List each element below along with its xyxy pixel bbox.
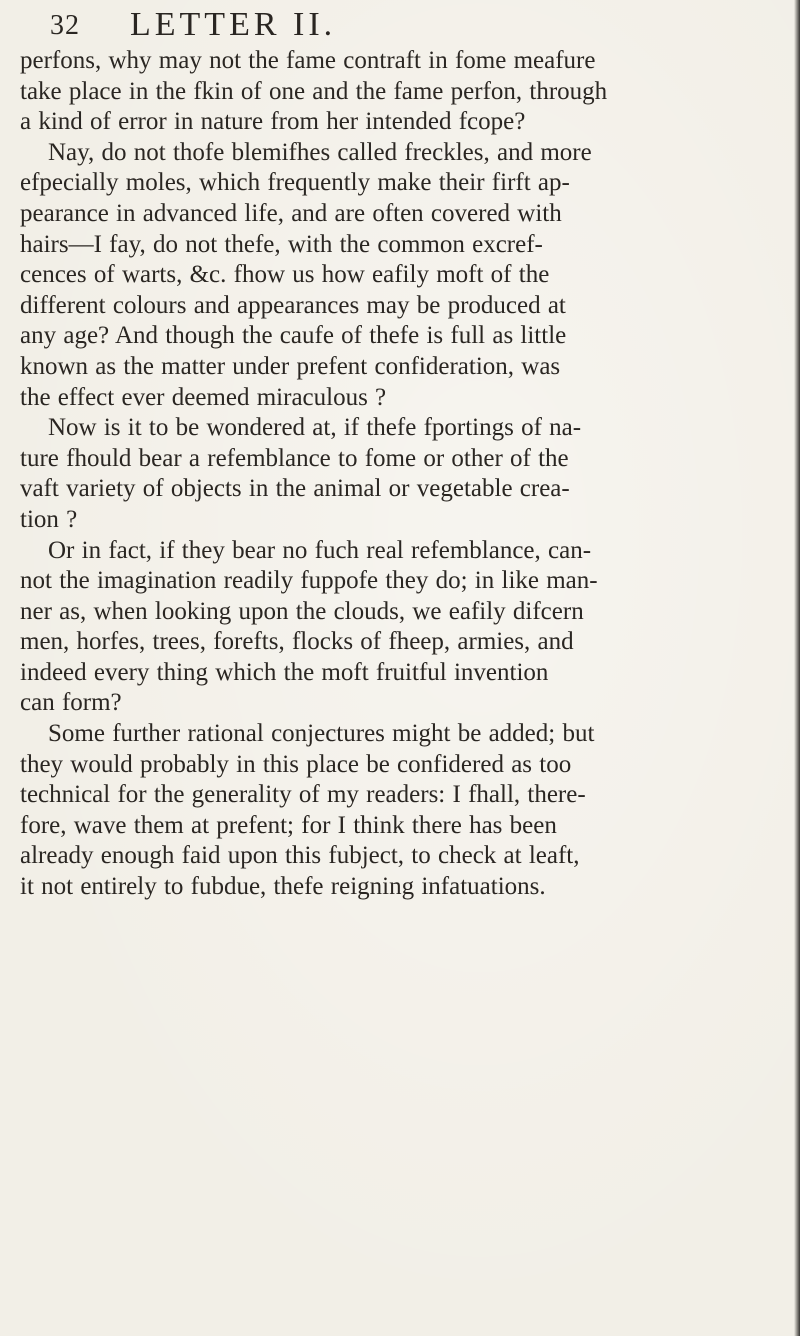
text-line: perfons, why may not the fame contraft in fome meafure (20, 47, 596, 74)
text-line: they would probably in this place be confidered as too (20, 750, 572, 778)
text-line: ture fhould bear a refemblance to fome or other of the (20, 444, 569, 472)
text-line: pearance in advanced life, and are often covered with (20, 199, 562, 227)
text-line: not the imagination readily fuppofe they do; in like man- (20, 567, 598, 595)
text-line: indeed every thing which the moft fruitful invention (20, 658, 549, 686)
text-line: it not entirely to fubdue, thefe reigning infatuations. (20, 873, 546, 901)
text-line: Some further rational conjectures might be added; but (48, 720, 595, 748)
text-line: ner as, when looking upon the clouds, we eafily difcern (20, 597, 584, 625)
running-head: LETTER II. (130, 6, 337, 43)
text-line: different colours and appearances may be produced at (20, 291, 566, 319)
text-line: take place in the fkin of one and the fame perfon, through (20, 77, 608, 105)
text-line: fore, wave them at prefent; for I think there has been (20, 811, 557, 839)
text-line: any age? And though the caufe of thefe is full as little (20, 322, 567, 350)
text-line: known as the matter under prefent confideration, was (20, 352, 561, 380)
text-line: cences of warts, &c. fhow us how eafily moft of the (20, 261, 550, 289)
text-line: already enough faid upon this fubject, to check at leaft, (20, 842, 580, 870)
text-line: Or in fact, if they bear no fuch real refemblance, can- (48, 536, 592, 564)
text-line: a kind of error in nature from her intended fcope? (20, 108, 526, 136)
page-edge-shadow (794, 0, 800, 1336)
page-header (20, 6, 780, 46)
body-text (0, 46, 790, 903)
page-number: 32 (50, 10, 80, 41)
text-line: can form? (20, 689, 122, 717)
text-line: efpecially moles, which frequently make their firft ap- (20, 169, 570, 197)
text-line: vaft variety of objects in the animal or vegetable crea- (20, 475, 570, 503)
text-line: Now is it to be wondered at, if thefe fportings of na- (48, 414, 582, 442)
text-line: the effect ever deemed miraculous ? (20, 383, 387, 411)
text-line: tion ? (20, 505, 78, 533)
text-line: hairs—I fay, do not thefe, with the common excref- (20, 230, 543, 258)
text-line: Nay, do not thofe blemifhes called freckles, and more (48, 138, 592, 166)
text-line: men, horfes, trees, forefts, flocks of fheep, armies, and (20, 628, 574, 656)
text-line: technical for the generality of my readers: I fhall, there- (20, 781, 586, 809)
